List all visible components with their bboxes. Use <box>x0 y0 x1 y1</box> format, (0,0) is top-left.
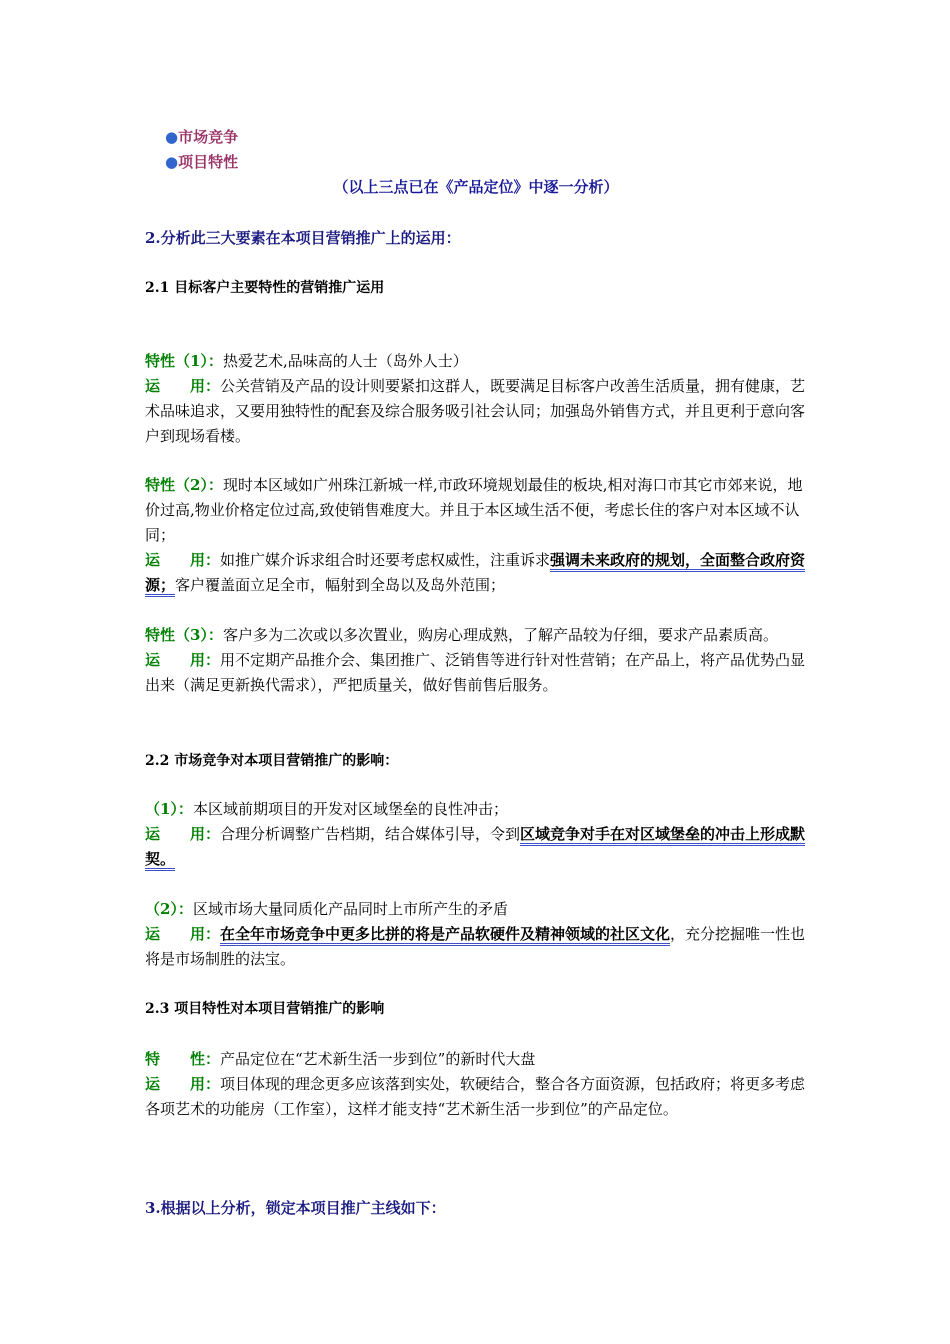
use-line <box>145 374 807 449</box>
competition-line <box>145 897 807 922</box>
feature-text: 产品定位在“艺术新生活一步到位”的新时代大盘 <box>220 1050 536 1068</box>
use-text: 客户覆盖面立足全市，幅射到全岛以及岛外范围； <box>175 576 506 594</box>
feature-label: 特性（3）： <box>145 626 223 644</box>
use-line <box>145 648 807 698</box>
competition-line <box>145 797 807 822</box>
use-text: 项目体现的理念更多应该落到实处，软硬结合，整合各方面资源，包括政府；将更多考虑各项艺术的功能房（工作室），这样才能支持“艺术新生活一步到位”的产品定位。 <box>145 1075 806 1118</box>
feature-block <box>145 623 807 698</box>
use-line <box>145 1072 807 1122</box>
use-line <box>145 548 807 598</box>
use-label: 运 用： <box>145 377 221 395</box>
section-2-3-heading: 2.3 项目特性对本项目营销推广的影响 <box>145 1001 385 1017</box>
section-3-heading: 3.根据以上分析，锁定本项目推广主线如下： <box>145 1199 446 1217</box>
item-text: 本区域前期项目的开发对区域堡垒的良性冲击； <box>192 800 508 818</box>
competition-block <box>145 797 807 872</box>
use-label: 运 用： <box>145 1075 221 1093</box>
use-line <box>145 922 807 972</box>
section-2-1-heading: 2.1 目标客户主要特性的营销推广运用 <box>145 280 385 296</box>
section-2-2-heading: 2.2 市场竞争对本项目营销推广的影响： <box>145 753 399 769</box>
feature-block <box>145 349 807 449</box>
feature-line <box>145 623 807 648</box>
bullet-dot-icon: ● <box>165 153 179 171</box>
feature-text: 现时本区域如广州珠江新城一样,市政环境规划最佳的板块,相对海口市其它市郊来说，地价过高,物业价格定位过高,致使销售难度大。并且于本区域生活不便，考虑长住的客户对本区域不认同； <box>145 476 803 544</box>
use-text: 如推广媒介诉求组合时还要考虑权威性，注重诉求 <box>220 551 551 569</box>
bullet-item <box>165 152 238 172</box>
use-label: 运 用： <box>145 651 221 669</box>
feature-label: 特性（1）： <box>145 352 223 370</box>
feature-text: 客户多为二次或以多次置业，购房心理成熟，了解产品较为仔细，要求产品素质高。 <box>222 626 778 644</box>
use-line <box>145 822 807 872</box>
feature-line <box>145 473 807 548</box>
use-label: 运 用： <box>145 825 221 843</box>
use-text: 用不定期产品推介会、集团推广、泛销售等进行针对性营销；在产品上，将产品优势凸显出来（满足更新换代需求），严把质量关，做好售前售后服务。 <box>145 651 806 694</box>
project-feature-block <box>145 1047 807 1122</box>
bullet-text: 市场竞争 <box>178 128 239 146</box>
item-text: 区域市场大量同质化产品同时上市所产生的矛盾 <box>192 900 508 918</box>
bullet-dot-icon: ● <box>165 128 179 146</box>
emphasized-text: 在全年市场竞争中更多比拼的将是产品软硬件及精神领域的社区文化 <box>220 925 670 946</box>
use-label: 运 用： <box>145 551 221 569</box>
item-label: （1）： <box>145 800 193 818</box>
feature-line <box>145 1047 807 1072</box>
feature-block <box>145 473 807 598</box>
bullet-text: 项目特性 <box>178 153 239 171</box>
feature-label: 特 性： <box>145 1050 221 1068</box>
bullet-item <box>165 127 238 147</box>
note-line: （以上三点已在《产品定位》中逐一分析） <box>333 178 619 196</box>
competition-block <box>145 897 807 972</box>
section-2-heading: 2.分析此三大要素在本项目营销推广上的运用： <box>145 229 461 247</box>
feature-text: 热爱艺术,品味高的人士（岛外人士） <box>222 352 468 370</box>
use-text: ，充分挖掘唯一性也将是市场制胜的法宝。 <box>145 925 806 968</box>
use-label: 运 用： <box>145 925 221 943</box>
emphasized-text: 强调未来政府的规划，全面整合政府资源； <box>145 551 805 597</box>
feature-label: 特性（2）： <box>145 476 223 494</box>
emphasized-text: 区域竞争对手在对区域堡垒的冲击上形成默契。 <box>145 825 805 871</box>
item-label: （2）： <box>145 900 193 918</box>
use-text: 合理分析调整广告档期，结合媒体引导，令到 <box>220 825 521 843</box>
feature-line <box>145 349 807 374</box>
use-text: 公关营销及产品的设计则要紧扣这群人，既要满足目标客户改善生活质量，拥有健康，艺术品味追求，又要用独特性的配套及综合服务吸引社会认同；加强岛外销售方式，并且更利于意向客户到现场看楼。 <box>145 377 806 445</box>
